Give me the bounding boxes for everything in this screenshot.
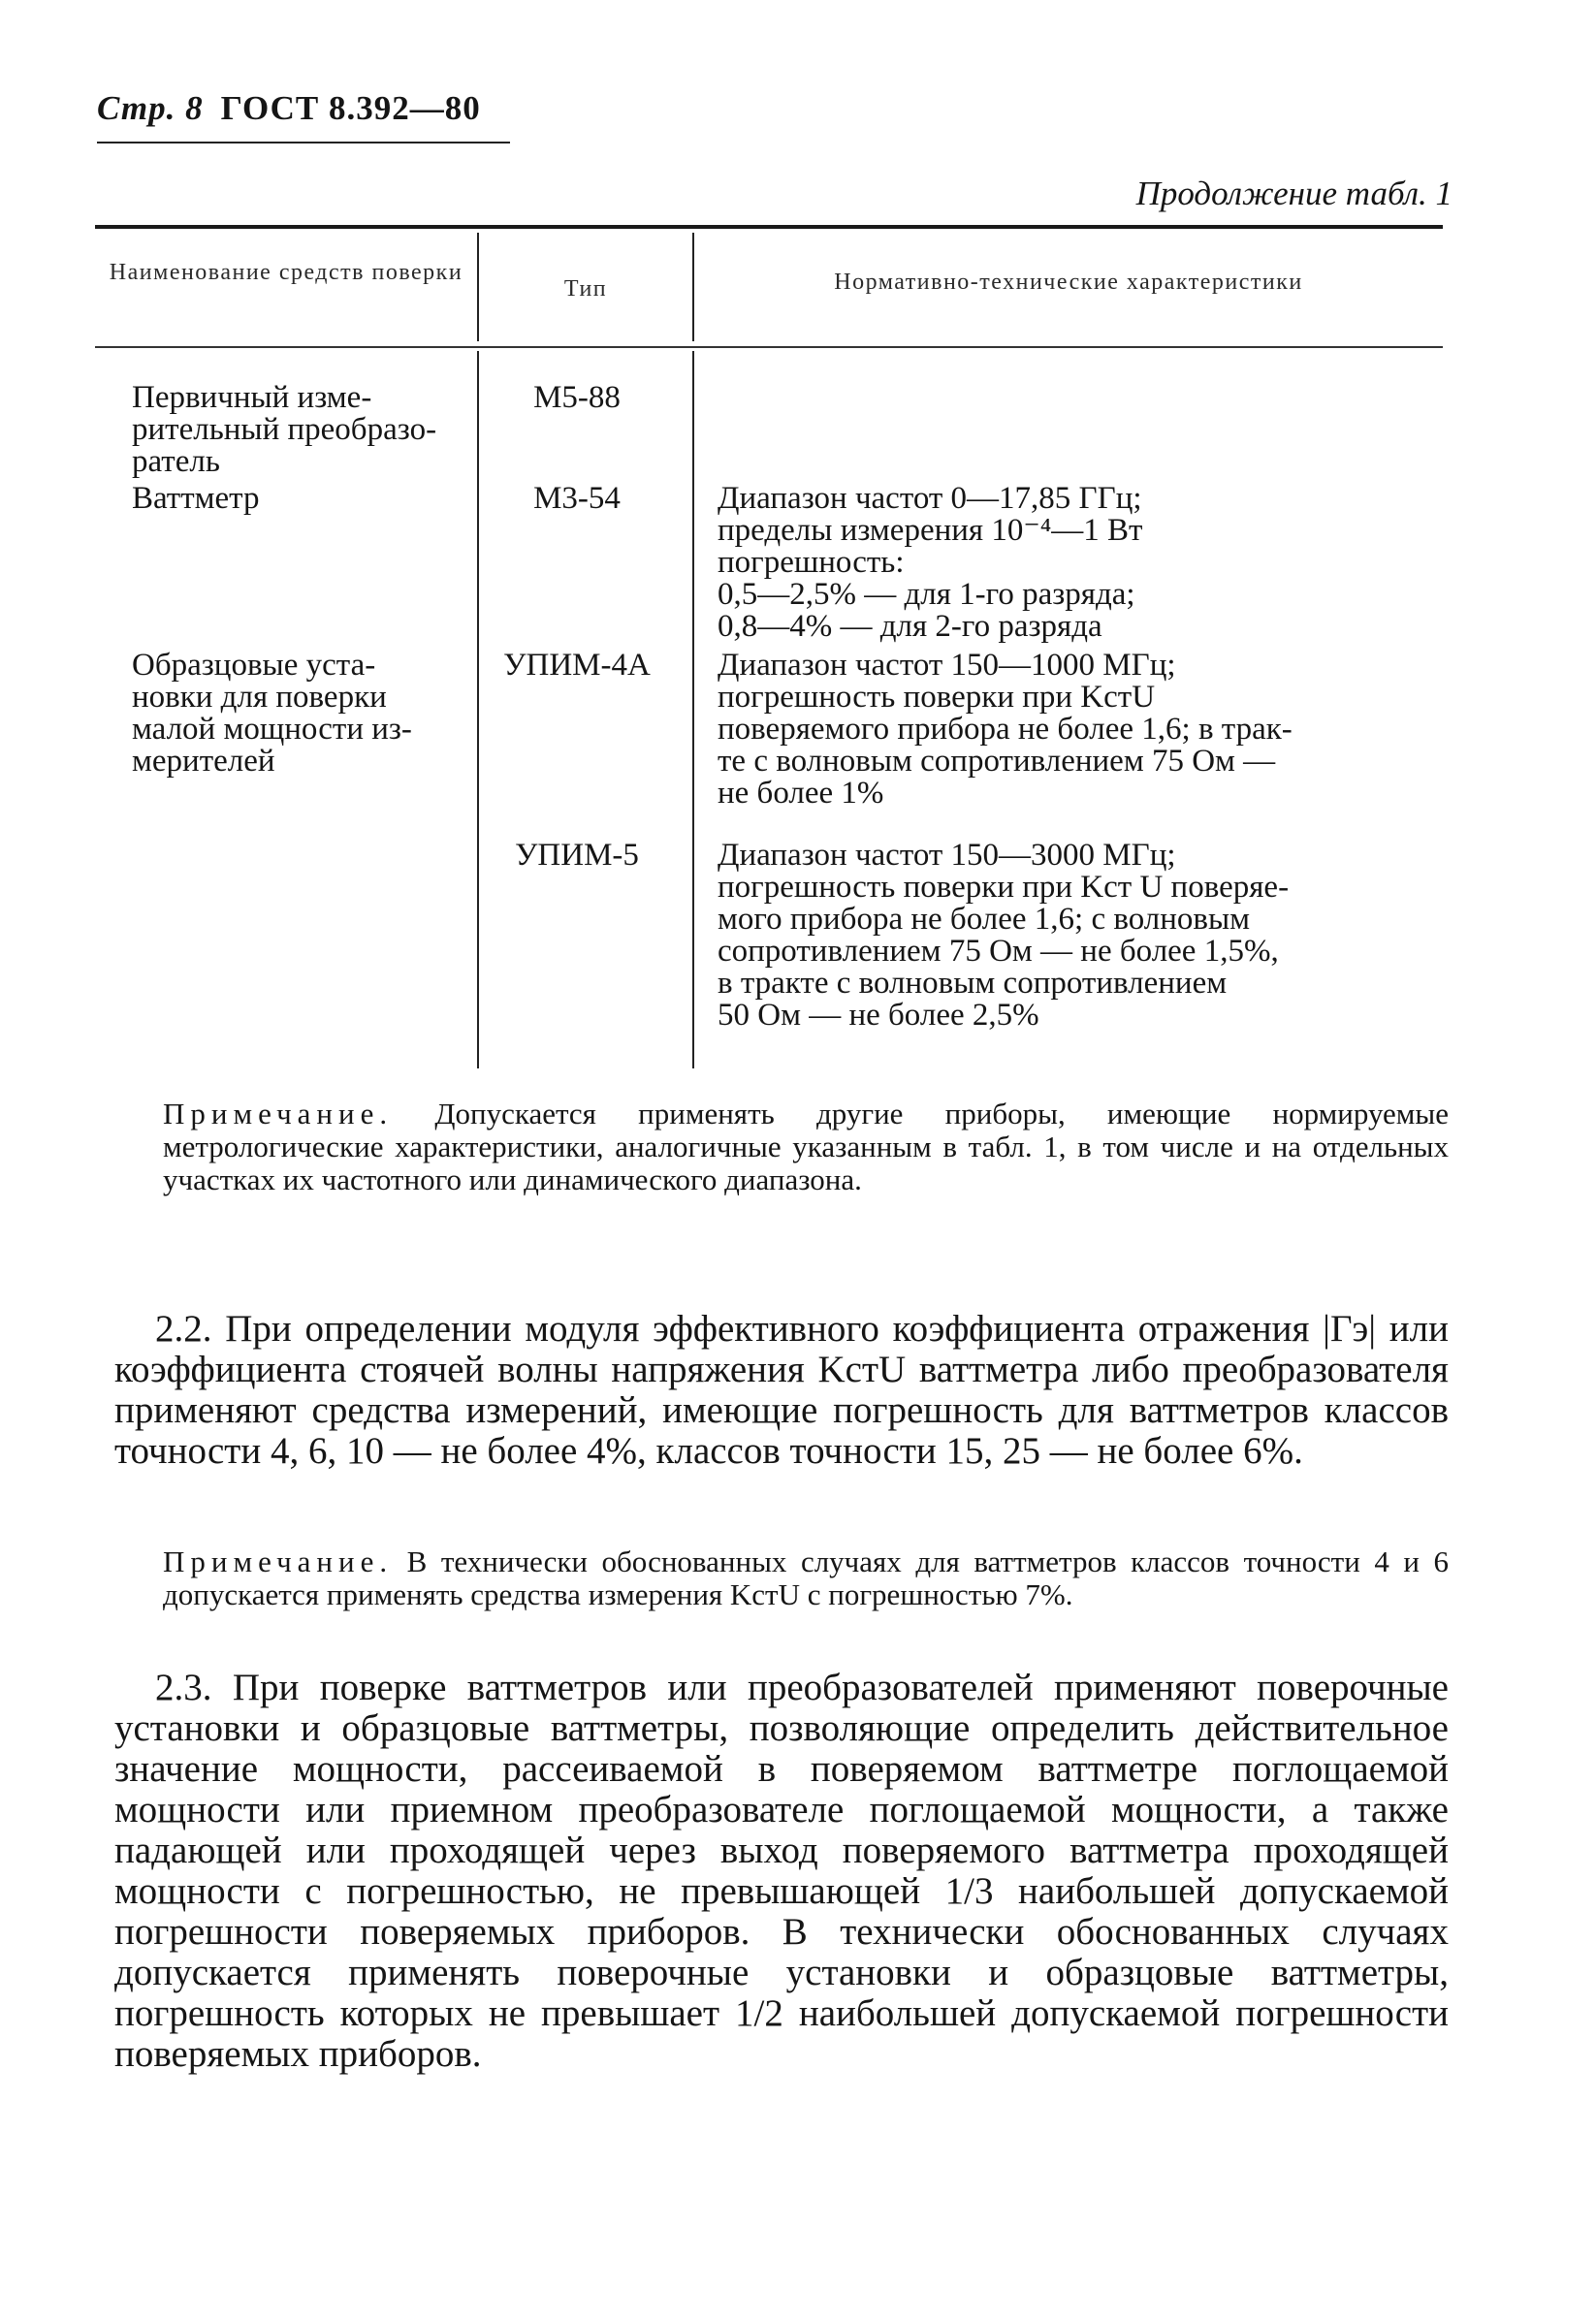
row-2-specs: Диапазон частот 0—17,85 ГГц; пределы измерения 10⁻⁴—1 Вт погрешность: 0,5—2,5% — для 1-го разряда; 0,8—4% — для 2-го разряда (718, 481, 1143, 644)
row-4-specs: Диапазон частот 150—3000 МГц; погрешность поверки при Kст U поверяе- мого прибора не более 1,6; с волновым сопротивлением 75 Ом — не более 1,5%, в тракте с волновым сопротивлением 50 Ом — не более 2,5% (718, 838, 1290, 1033)
paragraph-text: При определении модуля эффективного коэффициента отражения |Гэ| или коэффициента стоячей волны напряжения KстU ваттметра либо преобразователя применяют средства измерений, имеющие погрешность для ваттметров классов точности 4, 6, 10 — не более 4%, классов точности 15, 25 — не более 6%. (114, 1308, 1449, 1472)
row-1-type: М5-88 (533, 380, 621, 415)
running-header (97, 89, 481, 128)
column-header-type: Тип (563, 276, 608, 302)
row-3-type: УПИМ-4А (503, 648, 651, 683)
table-note (163, 1098, 1449, 1196)
paragraph-2-2 (114, 1309, 1449, 1472)
note-label: Примечание. (163, 1097, 394, 1130)
paragraph-number: 2.2. (155, 1308, 212, 1350)
table-header-rule (95, 346, 1443, 348)
standard-number: ГОСТ 8.392—80 (220, 89, 481, 127)
table-col-divider-1-head (477, 233, 479, 341)
row-3-name: Образцовые уста- новки для поверки малой мощности из- мерителей (132, 648, 412, 779)
column-header-name: Наименование средств поверки (109, 260, 463, 285)
paragraph-text: При поверке ваттметров или преобразователей применяют поверочные установки и образцовые ваттметры, позволяющие определить действительное значение мощности, рассеиваемой в поверяемом ваттметре поглощаемой мощности или приемном преобразователе поглощаемой мощности, а также падающей или проходящей через выход поверяемого ваттметра проходящей мощности с погрешностью, не превышающей 1/3 наибольшей допускаемой погрешности поверяемых приборов. В технически обоснованных случаях допускается применять поверочные установки и образцовые ваттметры, погрешность которых не превышает 1/2 наибольшей допускаемой погрешности поверяемых приборов. (114, 1667, 1449, 2075)
note-text: В технически обоснованных случаях для ваттметров классов точности 4 и 6 допускается применять средства измерения KстU с погрешностью 7%. (163, 1544, 1449, 1611)
note-text: Допускается применять другие приборы, имеющие нормируемые метрологические характеристики, аналогичные указанным в табл. 1, в том числе и на отдельных участках их частотного или динамического диапазона. (163, 1097, 1449, 1196)
page-number: Стр. 8 (97, 89, 204, 127)
table-top-rule (95, 225, 1443, 229)
row-3-specs: Диапазон частот 150—1000 МГц; погрешность поверки при KстU поверяемого прибора не более 1,6; в трак- те с волновым сопротивлением 75 Ом — не более 1% (718, 648, 1293, 811)
row-2-type: М3-54 (533, 481, 621, 516)
table-col-divider-1 (477, 351, 479, 1068)
row-4-type: УПИМ-5 (515, 838, 639, 873)
header-underline (97, 142, 510, 143)
note-label: Примечание. (163, 1544, 394, 1578)
table-col-divider-2-head (692, 233, 694, 341)
paragraph-number: 2.3. (155, 1667, 212, 1708)
column-header-specs: Нормативно-технические характеристики (834, 270, 1303, 295)
paragraph-note (163, 1545, 1449, 1611)
row-1-name: Первичный изме- рительный преобразо- ратель (132, 380, 437, 479)
paragraph-2-3 (114, 1668, 1449, 2075)
table-col-divider-2 (692, 351, 694, 1068)
table-continuation-caption: Продолжение табл. 1 (1135, 175, 1452, 212)
row-2-name: Ваттметр (132, 481, 260, 516)
